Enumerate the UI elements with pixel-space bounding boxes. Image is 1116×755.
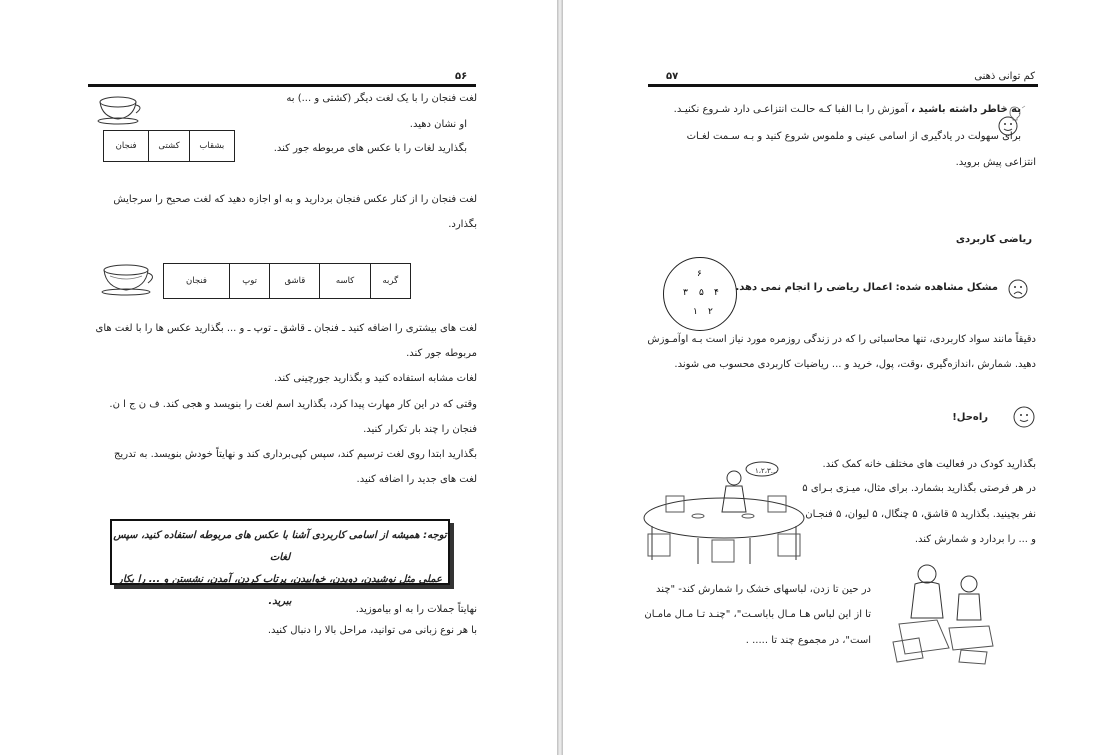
solution-title: راه‌حل! — [952, 412, 988, 423]
word-match-box — [103, 130, 235, 162]
word-cell: گربه — [370, 264, 410, 298]
note-line: عملی مثل نوشیدن، دویدن، خوابیدن، پرتاب کردن، آمدن، نشستن و ... را بکار ببرید. — [118, 574, 442, 607]
page-number: ۵۶ — [455, 71, 468, 82]
text-line: و ... را بردارد و شمارش کند. — [914, 534, 1036, 545]
note-line: توجه: همیشه از اسامی کاربردی آشنا با عکس های مربوطه استفاده کنید، سپس لغات — [113, 530, 447, 563]
word-cell: بشقاب — [189, 131, 234, 161]
text-line: بگذارید ابتدا روی لغت ترسیم کند، سپس کپی‌برداری کند و نهایتاً خودش بنویسد. به تدریج — [113, 449, 477, 460]
circle-digit: ۱ — [693, 307, 698, 317]
word-cell: قاشق — [269, 264, 319, 298]
text-line: لغت فنجان را از کنار عکس فنجان بردارید و به او اجازه دهید که لغت صحیح را سرجایش — [113, 194, 477, 205]
text-line: تا از این لباس هـا مـال باباسـت"، "چنـد تـا مـال مامـان — [644, 609, 871, 620]
sad-face-icon — [1007, 278, 1029, 300]
text-line: مربوطه جور کند. — [406, 348, 477, 359]
word-cell: فنجان — [186, 276, 207, 286]
right-page — [563, 0, 1116, 755]
text-line: لغت های جدید را اضافه کنید. — [356, 474, 477, 485]
bold-lead: به خاطر داشته باشید ، — [911, 104, 1021, 115]
left-page — [0, 0, 557, 755]
text-line: در حین تا زدن، لباسهای خشک را شمارش کند- "چند — [656, 584, 871, 595]
text-line: در هر فرصتی بگذارید بشمارد. برای مثال، میـزی بـرای ۵ — [802, 483, 1036, 494]
text-line: وقتی که در این کار مهارت پیدا کرد، بگذارید اسم لغت را بنویسد و هجی کند. ف ن ج ا ن. — [109, 399, 477, 410]
circle-digit: ۲ — [708, 307, 713, 317]
text-line: انتزاعی پیش بروید. — [955, 157, 1036, 168]
text-line: بگذارید لغات را با عکس های مربوطه جور کند. — [273, 143, 467, 154]
teacup-illustration — [100, 262, 158, 296]
circle-digit: ۳ — [683, 288, 688, 298]
text-line: دهید. شمارش ،اندازه‌گیری ،وقت، پول، خرید و ... ریاضیات کاربردی محسوب می شوند. — [674, 359, 1036, 370]
text-line: لغت های بیشتری را اضافه کنید ـ فنجان ـ قاشق ـ توپ ـ و ... بگذارید عکس ها را با لغت های — [95, 323, 477, 334]
word-cell: فنجان — [115, 141, 137, 151]
text-line: فنجان را چند بار تکرار کنید. — [363, 424, 477, 435]
text-line: دقیقاً مانند سواد کاربردی، تنها محاسباتی را که در زندگی روزمره مورد نیاز است بـه اوآمـوزش — [647, 334, 1036, 345]
text-line: لغات مشابه استفاده کنید و بگذارید جورچینی کند. — [273, 373, 477, 384]
header-rule — [648, 84, 1038, 87]
text-line: با هر نوع زبانی می توانید، مراحل بالا را دنبال کنید. — [267, 625, 477, 636]
word-cell: کشتی — [148, 131, 188, 161]
text-line: لغت فنجان را با یک لغت دیگر (کشتی و ...) به — [286, 93, 477, 104]
circle-digit: ۵ — [699, 288, 704, 298]
problem-title: مشکل مشاهده شده: اعمال ریاضی را انجام نمی دهد. — [735, 282, 998, 293]
word-match-box — [163, 263, 411, 299]
text-line: بگذارید کودک در فعالیت های مختلف خانه کمک کند. — [822, 459, 1036, 470]
circle-digit: ۶ — [697, 269, 702, 279]
text-line: است"، در مجموع چند تا ..... . — [745, 635, 871, 646]
table-setting-illustration — [638, 456, 810, 566]
text-line: او نشان دهید. — [409, 119, 467, 130]
circle-digit: ۴ — [714, 288, 719, 298]
intro-rest: آموزش را بـا الفبا کـه حالـت انتزاعـی دارد شـروع نکنیـد. — [673, 104, 912, 115]
laundry-folding-illustration — [889, 558, 997, 666]
cup-illustration — [96, 95, 146, 125]
text-line: نهایتاً جملات را به او بیاموزید. — [355, 604, 477, 615]
word-cell: توپ — [229, 264, 269, 298]
word-cell: کاسه — [319, 264, 369, 298]
happy-face-icon — [1012, 405, 1036, 429]
text-line — [674, 103, 1021, 117]
text-line: برای سهولت در یادگیری از اسامی عینی و ملموس شروع کنید و بـه سـمت لغـات — [686, 131, 1021, 142]
digits-circle — [663, 257, 737, 331]
running-header: کم توانی ذهنی — [974, 71, 1035, 82]
note-box — [110, 519, 450, 607]
text-line: نفر بچینید. بگذارید ۵ قاشق، ۵ چنگال، ۵ لیوان، ۵ فنجـان — [805, 509, 1036, 520]
page-number: ۵۷ — [666, 71, 679, 82]
text-line: بگذارد. — [448, 219, 477, 230]
speech-bubble-text: ۱،۲،۳... — [755, 467, 778, 475]
section-title: ریاضی کاربردی — [955, 234, 1032, 245]
header-rule — [88, 84, 476, 87]
